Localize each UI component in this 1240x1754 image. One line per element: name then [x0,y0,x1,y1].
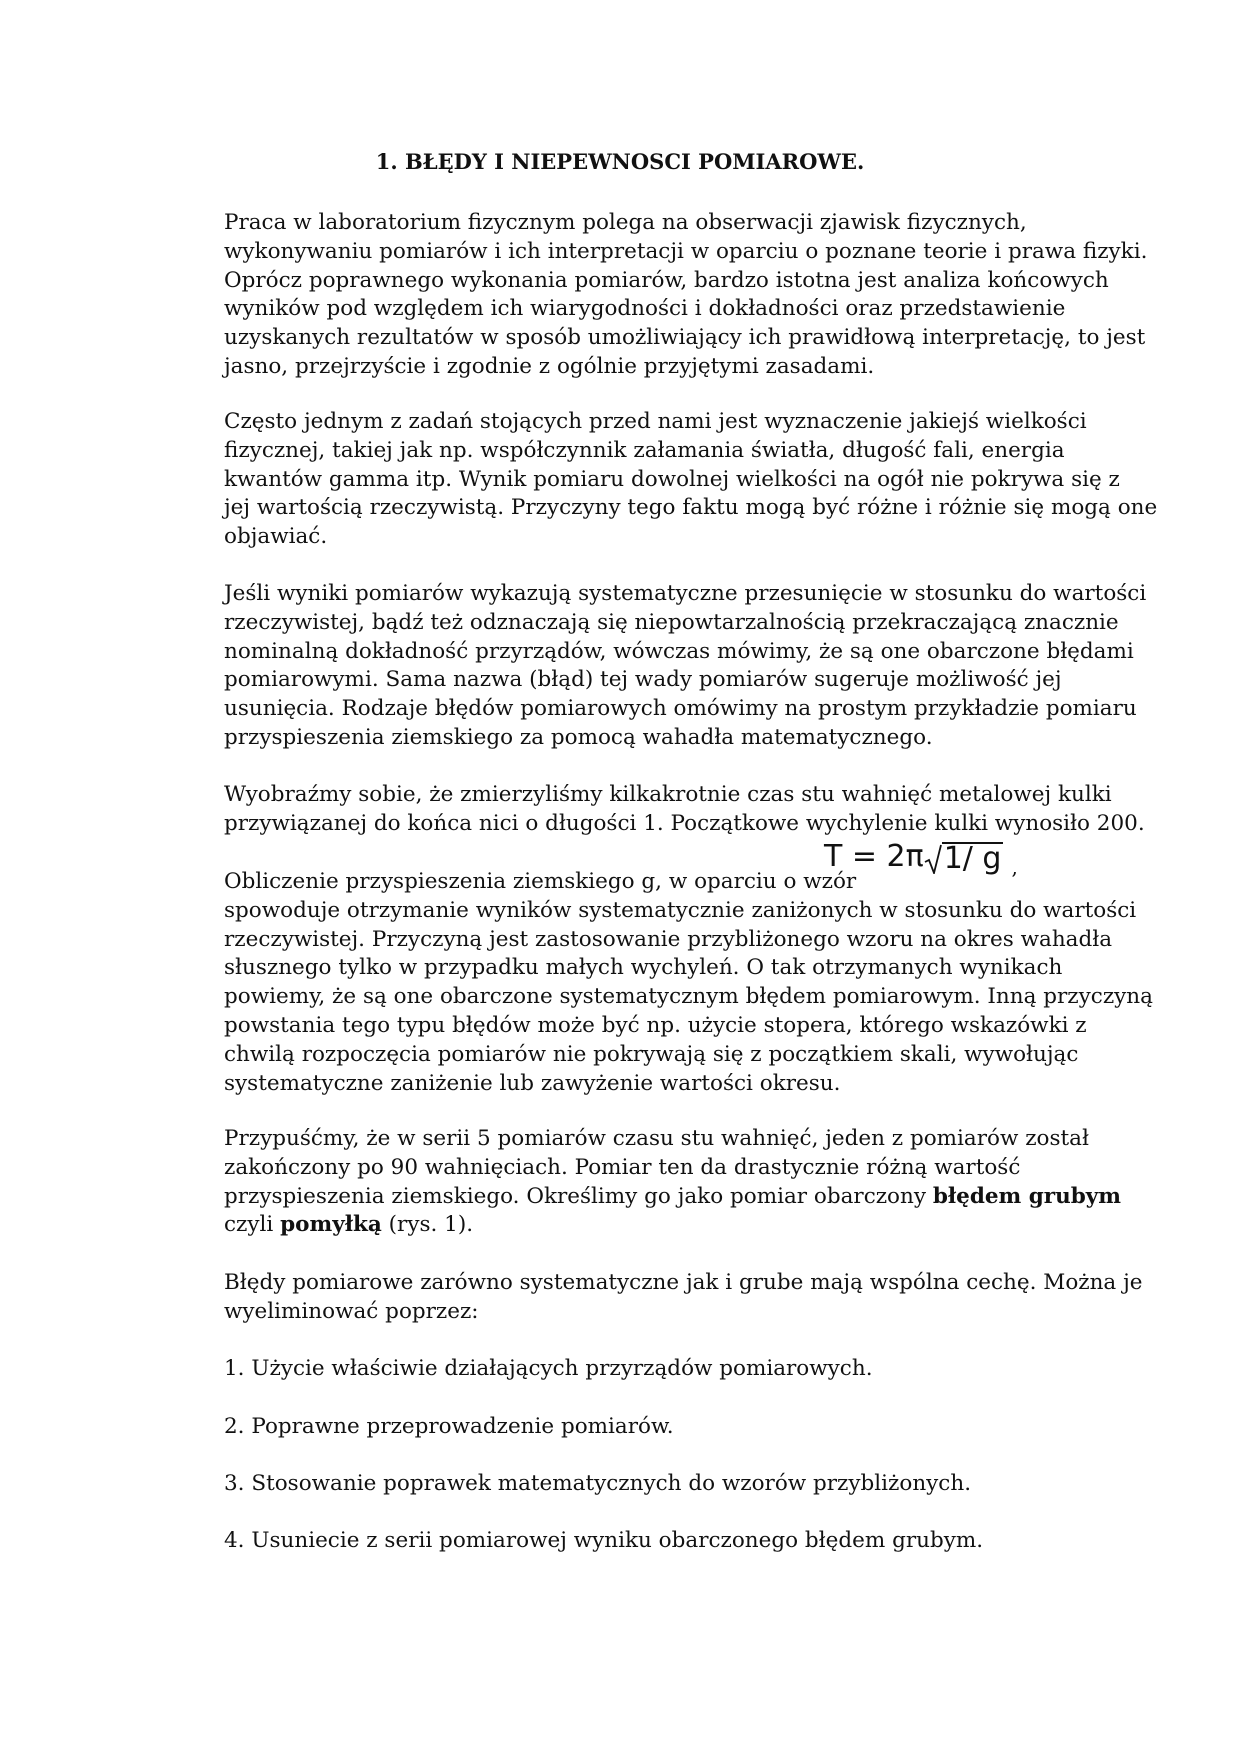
page-title: 1. BŁĘDY I NIEPEWNOSCI POMIAROWE. [375,149,865,174]
text-segment: przyspieszenia ziemskiego. Określimy go jako pomiar obarczony [224,1183,933,1209]
text-line: przyspieszenia ziemskiego za pomocą wahadła matematycznego. [224,724,933,750]
text-line: Wyobraźmy sobie, że zmierzyliśmy kilkakrotnie czas stu wahnięć metalowej kulki [224,782,1112,807]
text-line: zakończony po 90 wahnięciach. Pomiar ten da drastycznie różną wartość [224,1154,1021,1180]
list-item-text: 2. Poprawne przeprowadzenie pomiarów. [224,1414,674,1439]
list-item-text: 1. Użycie właściwie działających przyrządów pomiarowych. [224,1356,873,1381]
formula-left: T = 2 [824,839,906,874]
text-line [224,1211,1104,1240]
text-line: usunięcia. Rodzaje błędów pomiarowych omówimy na prostym przykładzie pomiaru [224,696,1137,722]
text-line: jej wartością rzeczywistą. Przyczyny tego faktu mogą być różne i różnie się mogą one [224,495,1158,521]
text-line: spowoduje otrzymanie wyników systematycznie zaniżonych w stosunku do wartości [224,897,1137,923]
text-line: rzeczywistej, bądź też odznaczają się niepowtarzalnością przekraczającą znacznie [224,609,1119,635]
text-line: wykonywaniu pomiarów i ich interpretacji w oparciu o poznane teorie i prawa fizyki. [224,238,1148,264]
text-line: chwilą rozpoczęcia pomiarów nie pokrywają się z początkiem skali, wywołując [224,1041,1079,1067]
bold-term-mistake: pomyłką [280,1212,382,1238]
list-item [224,1355,1104,1384]
text-line: rzeczywistej. Przyczyną jest zastosowanie przybliżonego wzoru na okres wahadła [224,926,1113,952]
list-item [224,1527,1104,1556]
text-line: Często jednym z zadań stojących przed nami jest wyznaczenie jakiejś wielkości [224,409,1087,434]
paragraph-errors [224,580,1147,753]
formula-radicand: 1/ g [943,841,1002,876]
text-line: kwantów gamma itp. Wynik pomiaru dowolnej wielkości na ogół nie pokrywa się z [224,466,1120,492]
text-line: wyeliminować poprzez: [224,1298,479,1324]
pendulum-period-formula [824,839,1018,879]
radical-sign-icon [924,844,942,874]
text-line: słusznego tylko w przypadku małych wychyleń. O tak otrzymanych wynikach [224,955,1063,981]
paragraph-systematic-error [224,839,1153,1098]
text-line: nominalną dokładność przyrządów, wówczas mówimy, że są one obarczone błędami [224,638,1134,664]
text-line: fizycznej, takiej jak np. współczynnik załamania światła, długość fali, energia [224,437,1065,463]
text-segment: (rys. 1). [381,1212,474,1238]
list-item [224,1470,1104,1499]
text-line: systematyczne zaniżenie lub zawyżenie wartości okresu. [224,1070,841,1096]
bold-term-gross-error: błędem grubym [932,1183,1122,1209]
text-line: objawiać. [224,524,328,550]
paragraph-gross-error [224,1125,1122,1240]
text-line: przywiązanej do końca nici o długości 1. Początkowe wychylenie kulki wynosiło 200. [224,810,1145,836]
text-line: Przypuśćmy, że w serii 5 pomiarów czasu stu wahnięć, jeden z pomiarów został [224,1126,1089,1151]
formula-trailing-comma: , [1011,855,1018,879]
square-root [924,842,1004,874]
text-line: Oprócz poprawnego wykonania pomiarów, bardzo istotna jest analiza końcowych [224,267,1109,293]
text-line-with-formula [224,839,1104,897]
text-line: uzyskanych rezultatów w sposób umożliwiający ich prawidłową interpretację, to jest [224,325,1146,351]
text-line: wyników pod względem ich wiarygodności i dokładności oraz przedstawienie [224,296,1066,322]
paragraph-measurement [224,408,1158,552]
text-line: Jeśli wyniki pomiarów wykazują systematyczne przesunięcie w stosunku do wartości [224,581,1147,606]
text-segment: czyli [224,1212,281,1238]
text-line: Praca w laboratorium fizycznym polega na obserwacji zjawisk fizycznych, [224,210,1027,235]
paragraph-pendulum [224,781,1145,839]
paragraph-intro [224,209,1148,382]
text-line: jasno, przejrzyście i zgodnie z ogólnie przyjętymi zasadami. [224,353,875,379]
text-line: powstania tego typu błędów może być np. użycie stopera, którego wskazówki z [224,1012,1087,1038]
formula-pi: π [905,839,924,874]
list-item-text: 4. Usuniecie z serii pomiarowej wyniku obarczonego błędem grubym. [224,1528,984,1553]
text-line: pomiarowymi. Sama nazwa (błąd) tej wady pomiarów sugeruje możliwość jej [224,667,1062,693]
text-line [224,1183,1122,1212]
list-item [224,1413,1104,1442]
list-item-text: 3. Stosowanie poprawek matematycznych do wzorów przybliżonych. [224,1471,972,1496]
text-line: powiemy, że są one obarczone systematycznym błędem pomiarowym. Inną przyczyną [224,984,1153,1010]
text-line: Obliczenie przyspieszenia ziemskiego g, w oparciu o wzór [224,869,857,894]
text-line: Błędy pomiarowe zarówno systematyczne jak i grube mają wspólna cechę. Można je [224,1270,1143,1295]
paragraph-elimination [224,1269,1143,1327]
